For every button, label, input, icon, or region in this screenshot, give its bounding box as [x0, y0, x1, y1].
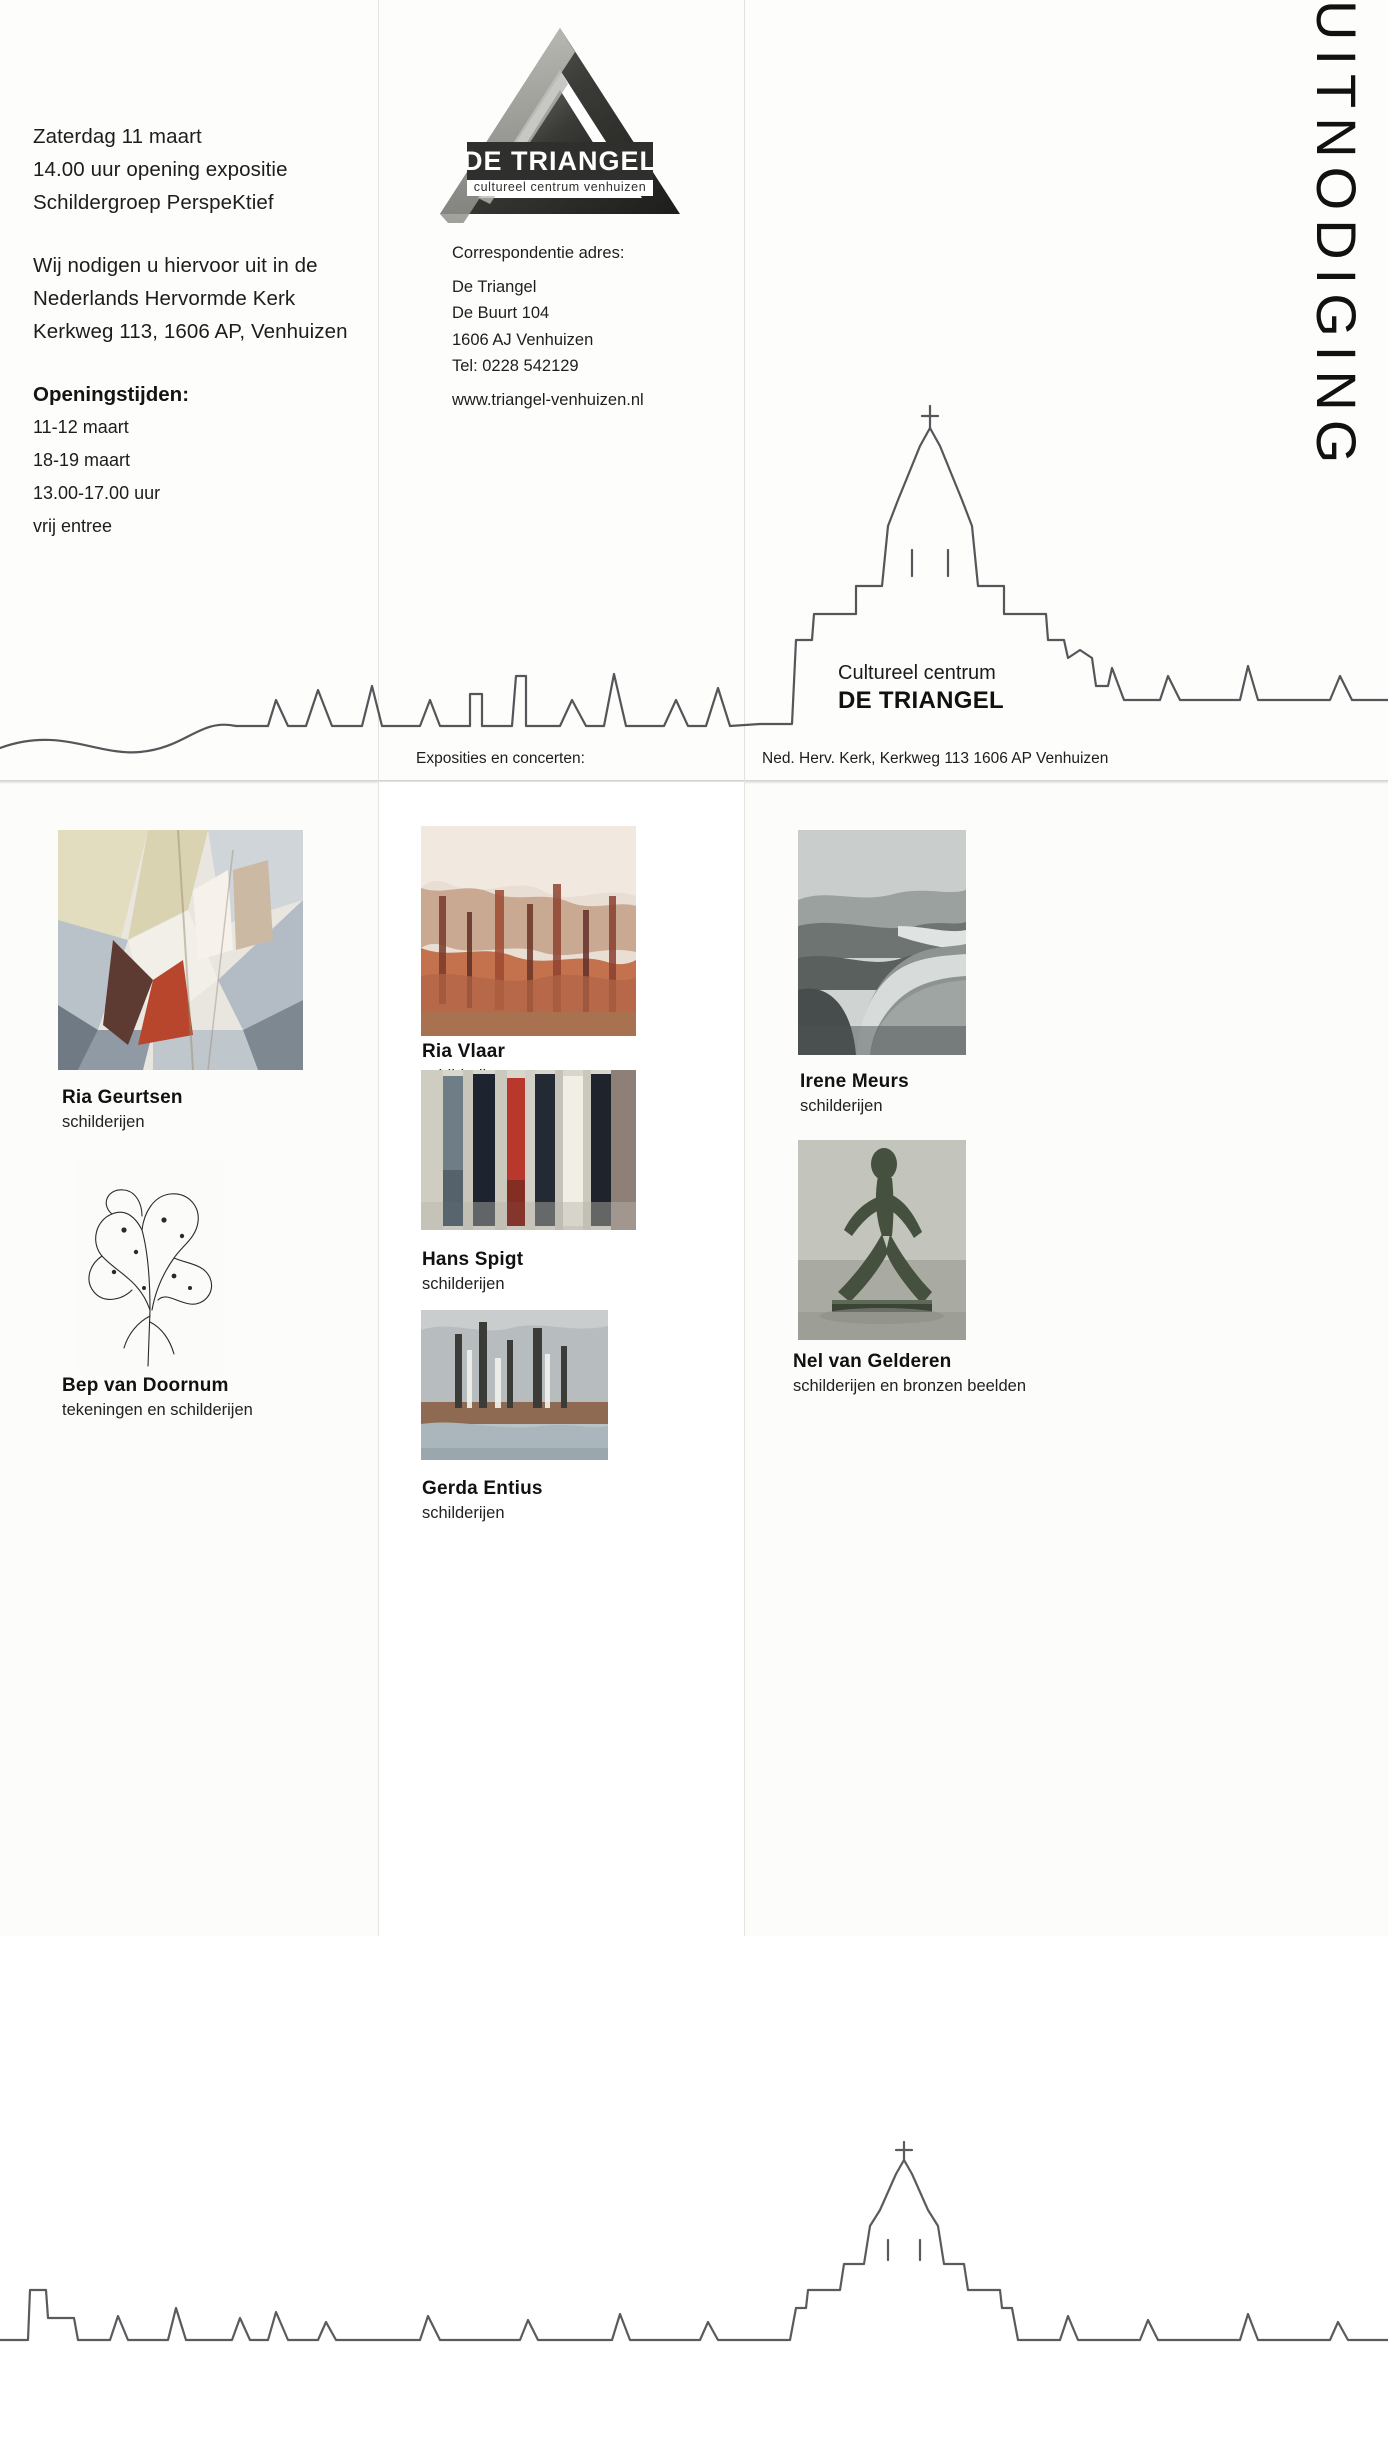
- de-triangel-logo: [435, 18, 685, 223]
- artist-name: Irene Meurs: [800, 1071, 909, 1092]
- artwork-ria-geurtsen: [58, 830, 303, 1070]
- event-group: Schildergroep PerspeKtief: [33, 191, 274, 214]
- svg-text:DE TRIANGEL: DE TRIANGEL: [462, 146, 658, 176]
- cultural-centre-name: DE TRIANGEL: [838, 687, 1004, 714]
- event-date: Zaterdag 11 maart: [33, 125, 202, 148]
- opening-hours-line-2: 18-19 maart: [33, 450, 131, 470]
- artist-description: schilderijen: [422, 1275, 505, 1293]
- address-line-2: De Buurt 104: [452, 304, 550, 322]
- correspondence-address: [452, 240, 752, 413]
- brochure-outside-panel: [0, 0, 1388, 780]
- artist-name: Gerda Entius: [422, 1478, 543, 1499]
- invitation-line-1: Wij nodigen u hiervoor uit in de: [33, 254, 318, 277]
- footer-church-address: Ned. Herv. Kerk, Kerkweg 113 1606 AP Venhuizen: [762, 750, 1109, 767]
- artist-name: Bep van Doornum: [62, 1375, 229, 1396]
- invitation-line-3: Kerkweg 113, 1606 AP, Venhuizen: [33, 320, 348, 343]
- artwork-nel-van-gelderen: [798, 1140, 966, 1340]
- address-line-3: 1606 AJ Venhuizen: [452, 330, 594, 349]
- bottom-skyline-illustration: [0, 2140, 1388, 2440]
- artist-name: Nel van Gelderen: [793, 1351, 952, 1372]
- artwork-hans-spigt: [421, 1070, 636, 1230]
- fold-crease-left: [378, 0, 379, 780]
- artist-description: schilderijen en bronzen beelden: [793, 1377, 1026, 1395]
- artist-hans-spigt: [422, 1248, 722, 1296]
- artist-description: schilderijen: [422, 1504, 505, 1522]
- address-title: Correspondentie adres:: [452, 244, 625, 262]
- abstract-painting-2: [421, 826, 636, 1036]
- opening-hours-line-1: 11-12 maart: [33, 417, 129, 437]
- artist-name: Hans Spigt: [422, 1249, 524, 1270]
- artist-irene-meurs: [800, 1070, 1100, 1118]
- artist-description: schilderijen: [800, 1097, 883, 1115]
- inside-fold-crease-left: [378, 780, 379, 1936]
- invitation-line-2: Nederlands Hervormde Kerk: [33, 287, 296, 310]
- brochure-inside-panel: [0, 780, 1388, 1936]
- artist-bep-van-doornum: [62, 1374, 382, 1422]
- svg-text:cultureel centrum venhuizen: cultureel centrum venhuizen: [473, 180, 647, 194]
- address-line-1: De Triangel: [452, 277, 537, 296]
- invitation-title: [1296, 0, 1380, 620]
- bronze-sculpture-photo: [798, 1140, 966, 1340]
- inside-fold-crease-right: [744, 780, 745, 1936]
- triangle-logo-icon: [435, 18, 685, 223]
- abstract-painting-1: [58, 830, 303, 1070]
- artist-name: Ria Geurtsen: [62, 1087, 183, 1108]
- artwork-irene-meurs: [798, 830, 966, 1055]
- artwork-bep-van-doornum: [78, 1160, 223, 1370]
- artist-name: Ria Vlaar: [422, 1041, 506, 1062]
- artwork-ria-vlaar: [421, 826, 636, 1036]
- artist-nel-van-gelderen: [793, 1350, 1123, 1398]
- abstract-painting-3: [421, 1070, 636, 1230]
- address-website[interactable]: www.triangel-venhuizen.nl: [452, 390, 644, 409]
- invitation-title-text: UITNODIGING: [1305, 0, 1368, 473]
- opening-hours-title: Openingstijden:: [33, 383, 190, 406]
- address-phone: Tel: 0228 542129: [452, 357, 579, 375]
- landscape-painting: [798, 830, 966, 1055]
- abstract-painting-4: [421, 1310, 608, 1460]
- opening-hours-line-3: 13.00-17.00 uur: [33, 483, 161, 503]
- cultural-centre-label: [838, 660, 1068, 716]
- artist-gerda-entius: [422, 1477, 722, 1525]
- artist-ria-geurtsen: [62, 1086, 362, 1134]
- artist-description: tekeningen en schilderijen: [62, 1401, 253, 1419]
- cultural-centre-subtitle: Cultureel centrum: [838, 662, 996, 684]
- footer-exhibitions-label: Exposities en concerten:: [416, 750, 585, 767]
- artist-description: schilderijen: [62, 1113, 145, 1131]
- opening-hours-line-4: vrij entree: [33, 516, 113, 536]
- event-details: [33, 120, 353, 543]
- leaf-drawing: [78, 1160, 223, 1370]
- event-time: 14.00 uur opening expositie: [33, 158, 288, 181]
- artwork-gerda-entius: [421, 1310, 608, 1460]
